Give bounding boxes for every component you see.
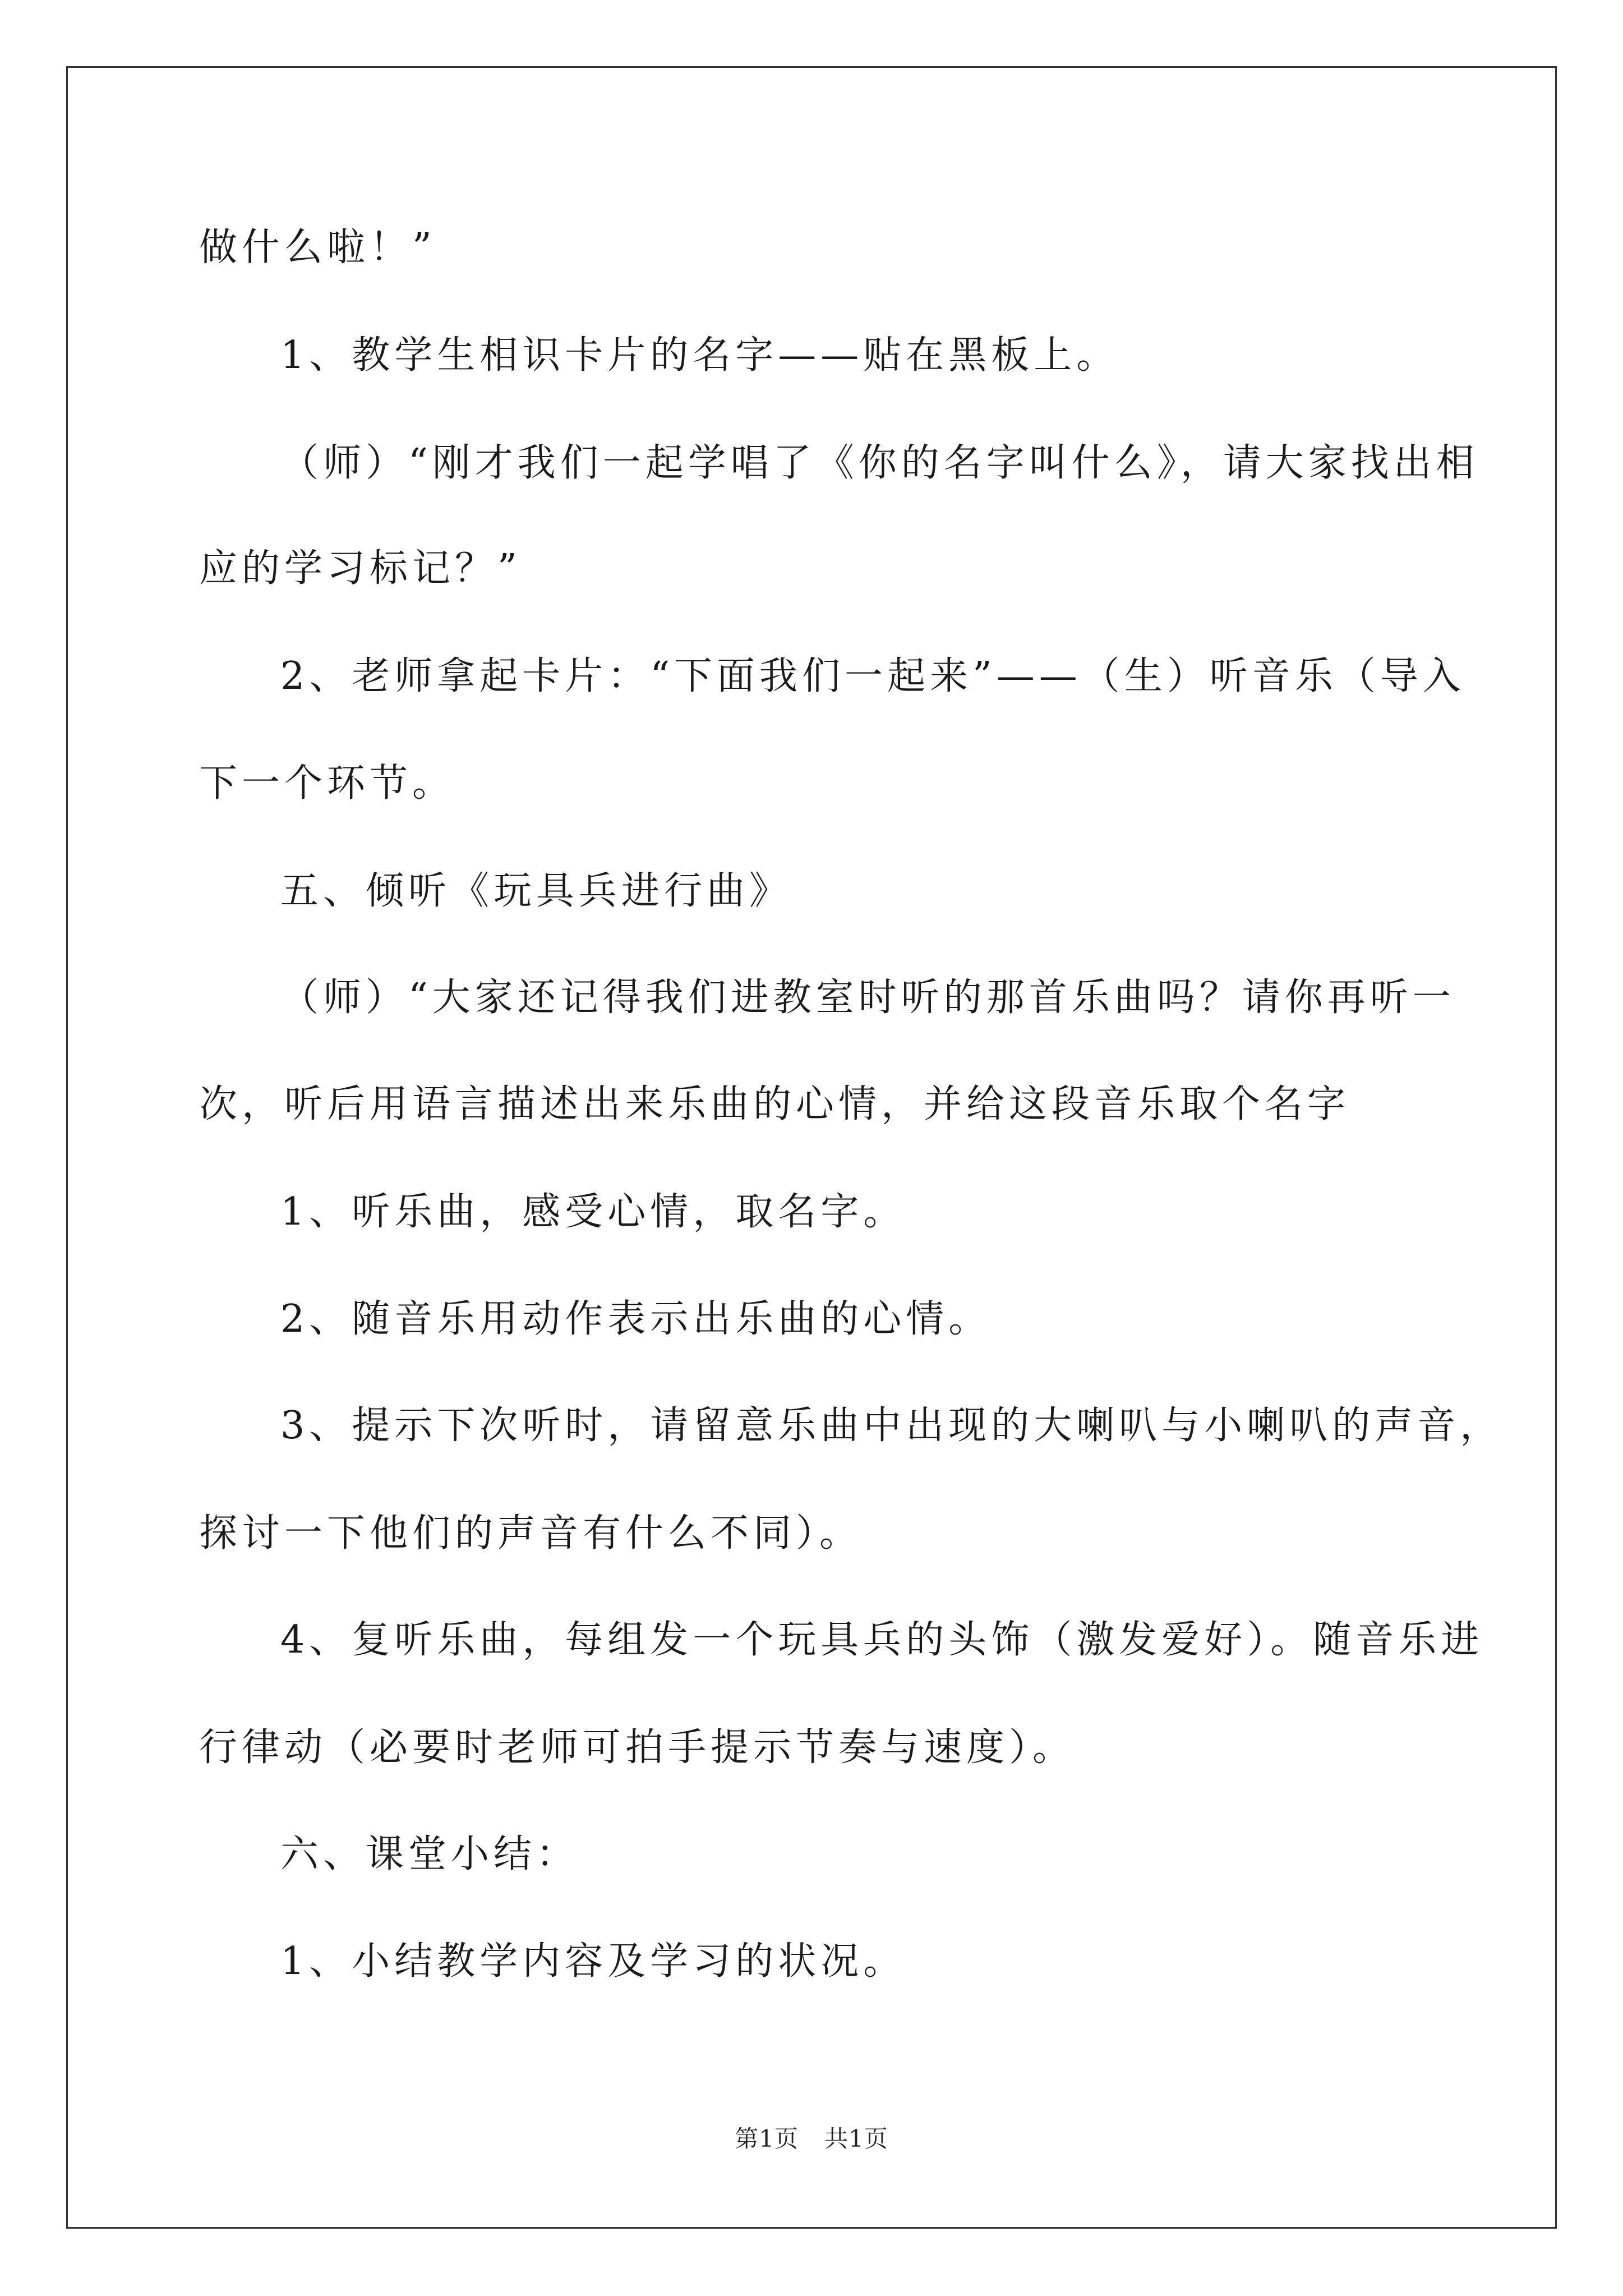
text-line: 行律动（必要时老师可拍手提示节奏与速度）。 <box>199 1726 1076 1770</box>
text-line: 1、听乐曲，感受心情，取名字。 <box>280 1190 906 1234</box>
text-line: （师）“大家还记得我们进教室时听的那首乐曲吗？请你再听一 <box>280 976 1455 1020</box>
text-line: 探讨一下他们的声音有什么不同）。 <box>199 1511 863 1556</box>
text-line: 五、倾听《玩具兵进行曲》 <box>280 869 792 913</box>
text-line: 次，听后用语言描述出来乐曲的心情，并给这段音乐取个名字 <box>199 1082 1350 1126</box>
text-line: 4、复听乐曲，每组发一个玩具兵的头饰（激发爱好）。随音乐进 <box>280 1618 1484 1662</box>
text-line: （师）“刚才我们一起学唱了《你的名字叫什么》，请大家找出相 <box>280 441 1479 485</box>
text-line: 3、提示下次听时，请留意乐曲中出现的大喇叭与小喇叭的声音， <box>280 1404 1503 1448</box>
text-line: 2、老师拿起卡片：“下面我们一起来”——（生）听音乐（导入 <box>280 654 1465 698</box>
page-footer <box>0 2120 1623 2154</box>
page-number-total: 共1页 <box>824 2125 888 2152</box>
text-line: 六、课堂小结： <box>280 1832 579 1876</box>
text-line: 1、教学生相识卡片的名字——贴在黑板上。 <box>280 333 1119 378</box>
text-line: 1、小结教学内容及学习的状况。 <box>280 1939 906 1984</box>
text-line: 2、随音乐用动作表示出乐曲的心情。 <box>280 1297 992 1341</box>
page-border <box>66 66 1557 2229</box>
text-line: 做什么啦！” <box>199 226 436 270</box>
text-line: 下一个环节。 <box>199 761 455 806</box>
text-line: 应的学习标记？” <box>199 546 522 591</box>
page-number-current: 第1页 <box>735 2125 799 2152</box>
